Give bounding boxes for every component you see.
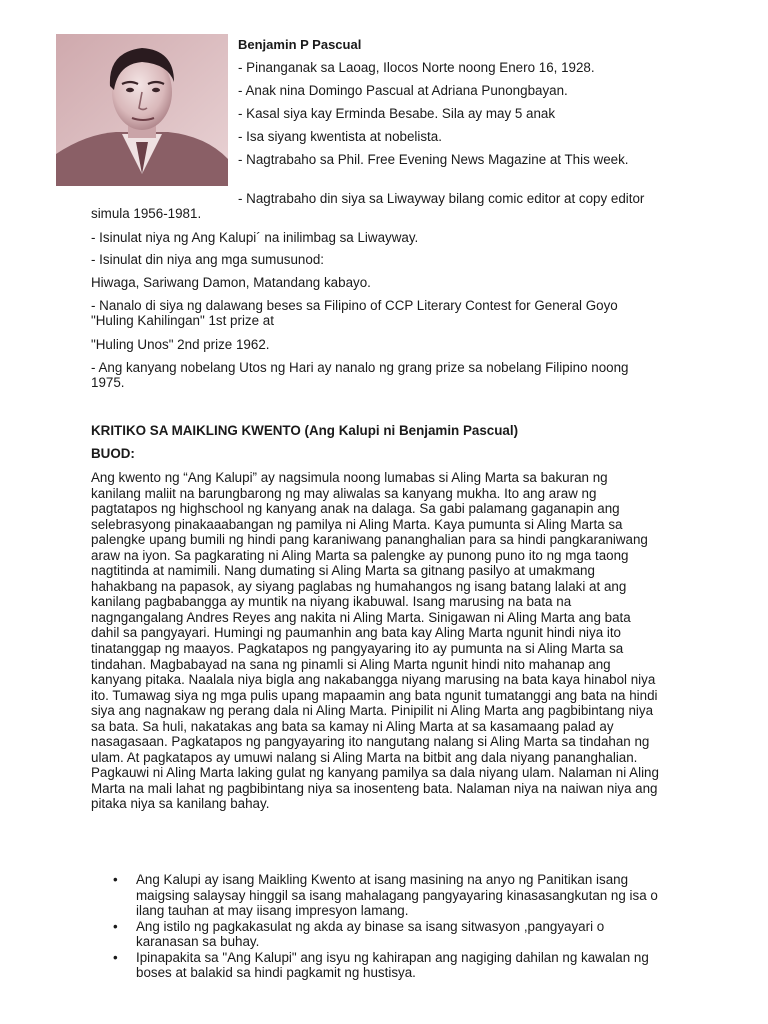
bio-line-kalupi: - Isinulat niya ng Ang Kalupi´ na inilimbag sa Liwayway. — [91, 230, 419, 245]
bio-line-other-works-intro: - Isinulat din niya ang mga sumusunod: — [91, 252, 324, 267]
critique-title: KRITIKO SA MAIKLING KWENTO (Ang Kalupi ni Benjamin Pascual) — [91, 423, 519, 438]
list-item — [112, 950, 664, 981]
list-item-text: Ang istilo ng pagkakasulat ng akda ay binase sa isang sitwasyon ,pangyayari o karanasan sa buhay. — [136, 918, 605, 949]
bio-line-award-unos: "Huling Unos" 2nd prize 1962. — [91, 337, 270, 352]
bio-line-award-utos: - Ang kanyang nobelang Utos ng Hari ay nanalo ng grang prize sa nobelang Filipino noong 1975. — [91, 360, 629, 391]
list-item — [112, 872, 664, 919]
list-item — [112, 919, 664, 950]
bio-line-other-works: Hiwaga, Sariwang Damon, Matandang kabayo. — [91, 275, 371, 290]
author-photo — [56, 34, 228, 186]
analysis-list — [112, 872, 664, 981]
bio-line-profession: - Isa siyang kwentista at nobelista. — [238, 129, 442, 144]
story-summary: Ang kwento ng “Ang Kalupi” ay nagsimula noong lumabas si Aling Marta sa bakuran ng kanilang maliit na barungbarong ng may aliwalas sa kanyang mukha. Ito ang araw ng pagtatapos ng highschool ng kanyang anak na dalaga. Sa gabi palamang gaganapin ang selebrasyong pinakaaabangan ng pamilya ni Aling Marta. Kaya pumunta si Aling Marta sa palengke upang bumili ng hindi pang karaniwang pananghalian para sa hindi pangkaraniwang araw na iyon. Sa pagkarating ni Aling Marta sa palengke ay punong puno ito ng mga taong nagtitinda at namimili. Nang dumating si Aling Marta sa gitnang pasilyo at umakmang hahakbang na papasok, ay siyang paglabas ng humahangos ng isang batang lalaki at ang kanilang pagbabangga ay muntik na niyang ikabuwal. Isang marusing na bata na nagngangalang Andres Reyes ang nakita ni Aling Marta. Sinigawan ni Aling Marta ang bata dahil sa pangyayari. Humingi ng paumanhin ang bata kay Aling Marta ngunit hindi niya ito tinatanggap ng maayos. Pagkatapos ng pangyayaring ito ay pumunta na si Aling Marta sa tindahan. Magbabayad na sana ng pinamli si Aling Marta ngunit hindi nito mahanap ang kanyang pitaka. Naalala niya bigla ang nakabangga niyang marusing na bata kaya hinabol niya ito. Tumawag siya ng mga pulis upang mapaamin ang bata ngunit tumatanggi ang bata na hindi siya ang nagnakaw ng perang dala ni Aling Marta. Pinipilit ni Aling Marta ang pagbibintang niya sa bata. Sa huli, nakatakas ang bata sa kamay ni Aling Marta at sa kasamaang palad ay nasagasaan. Pagkatapos ng pangyayaring ito nangutang nalang si Aling Marta sa tindahan ng ulam. At pagkatapos ay umuwi nalang si Aling Marta na bitbit ang dala niyang pananghalian. Pagkauwi ni Aling Marta laking gulat ng kanyang pamilya sa dala niyang ulam. Nalaman ni Aling Marta na mali lahat ng pagbibintang niya sa inosenteng bata. Nalaman niya na naiwan niya ang pitaka niya sa kanilang bahay. — [91, 470, 659, 812]
bio-line-birth: - Pinanganak sa Laoag, Ilocos Norte noong Enero 16, 1928. — [238, 60, 595, 75]
bio-line-work-liwayway: - Nagtrabaho din siya sa Liwayway bilang comic editor at copy editor simula 1956-1981. — [91, 191, 645, 222]
list-item-text: Ang Kalupi ay isang Maikling Kwento at isang masining na anyo ng Panitikan isang maigsing salaysay hinggil sa isang mahalagang pangyayaring kinasasangkutan ng isa o ilang tauhan at may iisang impresyon lamang. — [136, 872, 658, 918]
bio-line-spouse: - Kasal siya kay Erminda Besabe. Sila ay may 5 anak — [238, 106, 556, 121]
bio-line-parents: - Anak nina Domingo Pascual at Adriana Punongbayan. — [238, 83, 568, 98]
bullet-icon: • — [113, 949, 118, 965]
bio-line-work-magazine: - Nagtrabaho sa Phil. Free Evening News Magazine at This week. — [238, 152, 629, 167]
bio-line-award-ccp: - Nanalo di siya ng dalawang beses sa Filipino of CCP Literary Contest for General Goyo "Huling Kahilingan" 1st prize at — [91, 298, 618, 329]
bullet-icon: • — [113, 872, 118, 887]
bullet-icon: • — [113, 918, 118, 934]
author-name: Benjamin P Pascual — [238, 37, 362, 52]
buod-label: BUOD: — [91, 446, 135, 461]
list-item-text: Ipinapakita sa "Ang Kalupi" ang isyu ng kahirapan ang nagiging dahilan ng kawalan ng boses at balakid sa hindi pagkamit ng hustisya. — [136, 949, 649, 980]
